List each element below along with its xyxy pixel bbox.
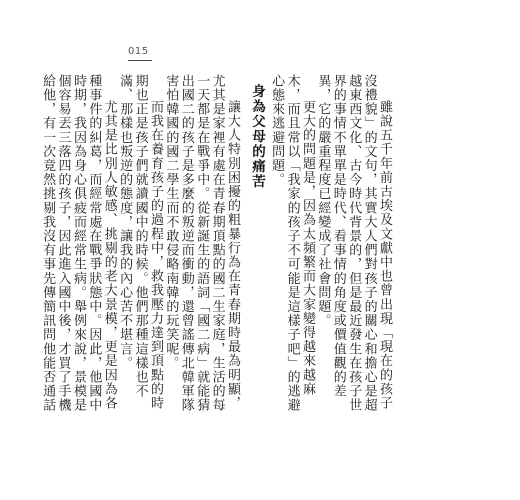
paragraph-5: 尤其是比別人敏感、挑剔的老大景模，更是因為各種事件的糾葛，而經常處在戰爭狀態中。因此，他國中時期，我因為身心俱疲而經常生病。舉例來說，景模是個容易丟三落四的孩子，因此進入國中後，才買了手機給他，有一次竟然挑剔我沒有事先傳簡訊問他能否通話 xyxy=(40,74,117,413)
paragraph-2: 更大的問題是，因為太頻繁而大家變得越來越麻木，而且常以「我家的孩子不可能是這樣子吧」的逃避心態來逃避問題。 xyxy=(269,74,315,413)
opening-paragraphs xyxy=(270,74,392,422)
paragraph-4: 而我在養育孩子的過程中，救我壓力達到頂點的時期也正是孩子們就讀國中的時候。他們那種這樣也不滿、那樣也叛逆的態度，讓我的內心苦不堪言。 xyxy=(117,74,163,411)
section-heading: 身為父母的痛苦 xyxy=(249,84,265,189)
page-number: 015 xyxy=(128,46,149,57)
paragraph-1: 雖說五千年前古埃及文獻中也曾出現「現在的孩子沒禮貌」的文句，其實大人們對孩子的關心和擔心是超越東西文化、古今時代背景的，但是最近發生在孩子世界的事情不單單是時代、看事情的角度或價值觀的差異，它的嚴重程度已經變成了社會問題。 xyxy=(315,74,392,413)
page-number-rule xyxy=(128,60,152,61)
section-heading-block xyxy=(247,84,265,204)
paragraph-3: 讓大人特別困擾的粗暴行為在青春期時最為明顯，尤其是家裡有處在青春期頂點的國二生家庭，生活的每一天都是在戰爭中。從新誕生的語詞「國二病」就能猜出國二的孩子是多麼的叛逆而衝動，還曾謠傳北韓軍隊害怕韓國的國二學生而不敢侵略南韓的玩笑呢。 xyxy=(163,74,240,413)
section-body xyxy=(40,74,240,422)
